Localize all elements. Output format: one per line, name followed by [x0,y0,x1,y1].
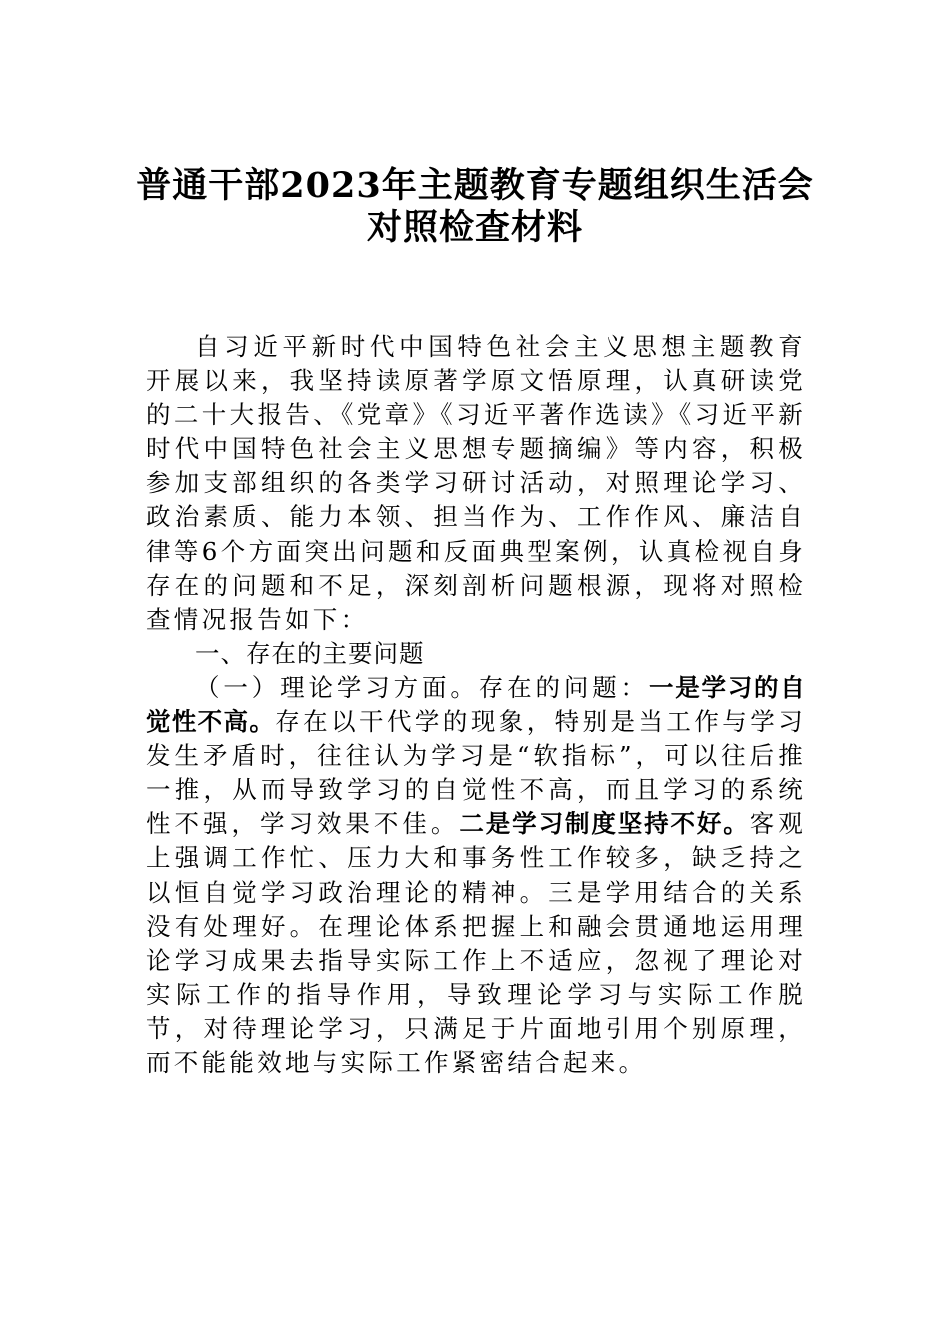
problem-two-text: 客观上强调工作忙、压力大和事务性工作较多，缺乏持之以恒自觉学习政治理论的精神。三是学用结合的关系没有处理好。在理论体系把握上和融会贯通地运用理论学习成果去指导实际工作上不适应，忽视了理论对实际工作的指导作用，导致理论学习与实际工作脱节，对待理论学习，只满足于片面地引用个别原理，而不能能效地与实际工作紧密结合起来。 [146,809,806,1077]
section-heading: 一、存在的主要问题 [195,638,425,668]
theory-study-paragraph [146,671,806,1080]
subsection-lead: （一）理论学习方面。存在的问题： [195,672,649,702]
document-title-line-1: 普通干部2023年主题教育专题组织生活会 [136,165,814,206]
problem-two-heading: 二是学习制度坚持不好。 [459,809,750,839]
document-title-line-2: 对照检查材料 [366,207,583,248]
intro-paragraph: 自习近平新时代中国特色社会主义思想主题教育开展以来，我坚持读原著学原文悟原理，认真研读党的二十大报告、《党章》《习近平著作选读》《习近平新时代中国特色社会主义思想专题摘编》等内容，积极参加支部组织的各类学习研讨活动，对照理论学习、政治素质、能力本领、担当作为、工作作风、廉洁自律等6个方面突出问题和反面典型案例，认真检视自身存在的问题和不足，深刻剖析问题根源，现将对照检查情况报告如下： [146,332,806,634]
document-body [146,330,806,1080]
problem-one-heading: 一是学习的自觉性不高。 [146,672,806,737]
problem-one-text: 存在以干代学的现象，特别是当工作与学习发生矛盾时，往往认为学习是“软指标”，可以往后推一推，从而导致学习的自觉性不高，而且学习的系统性不强，学习效果不佳。 [146,707,806,839]
